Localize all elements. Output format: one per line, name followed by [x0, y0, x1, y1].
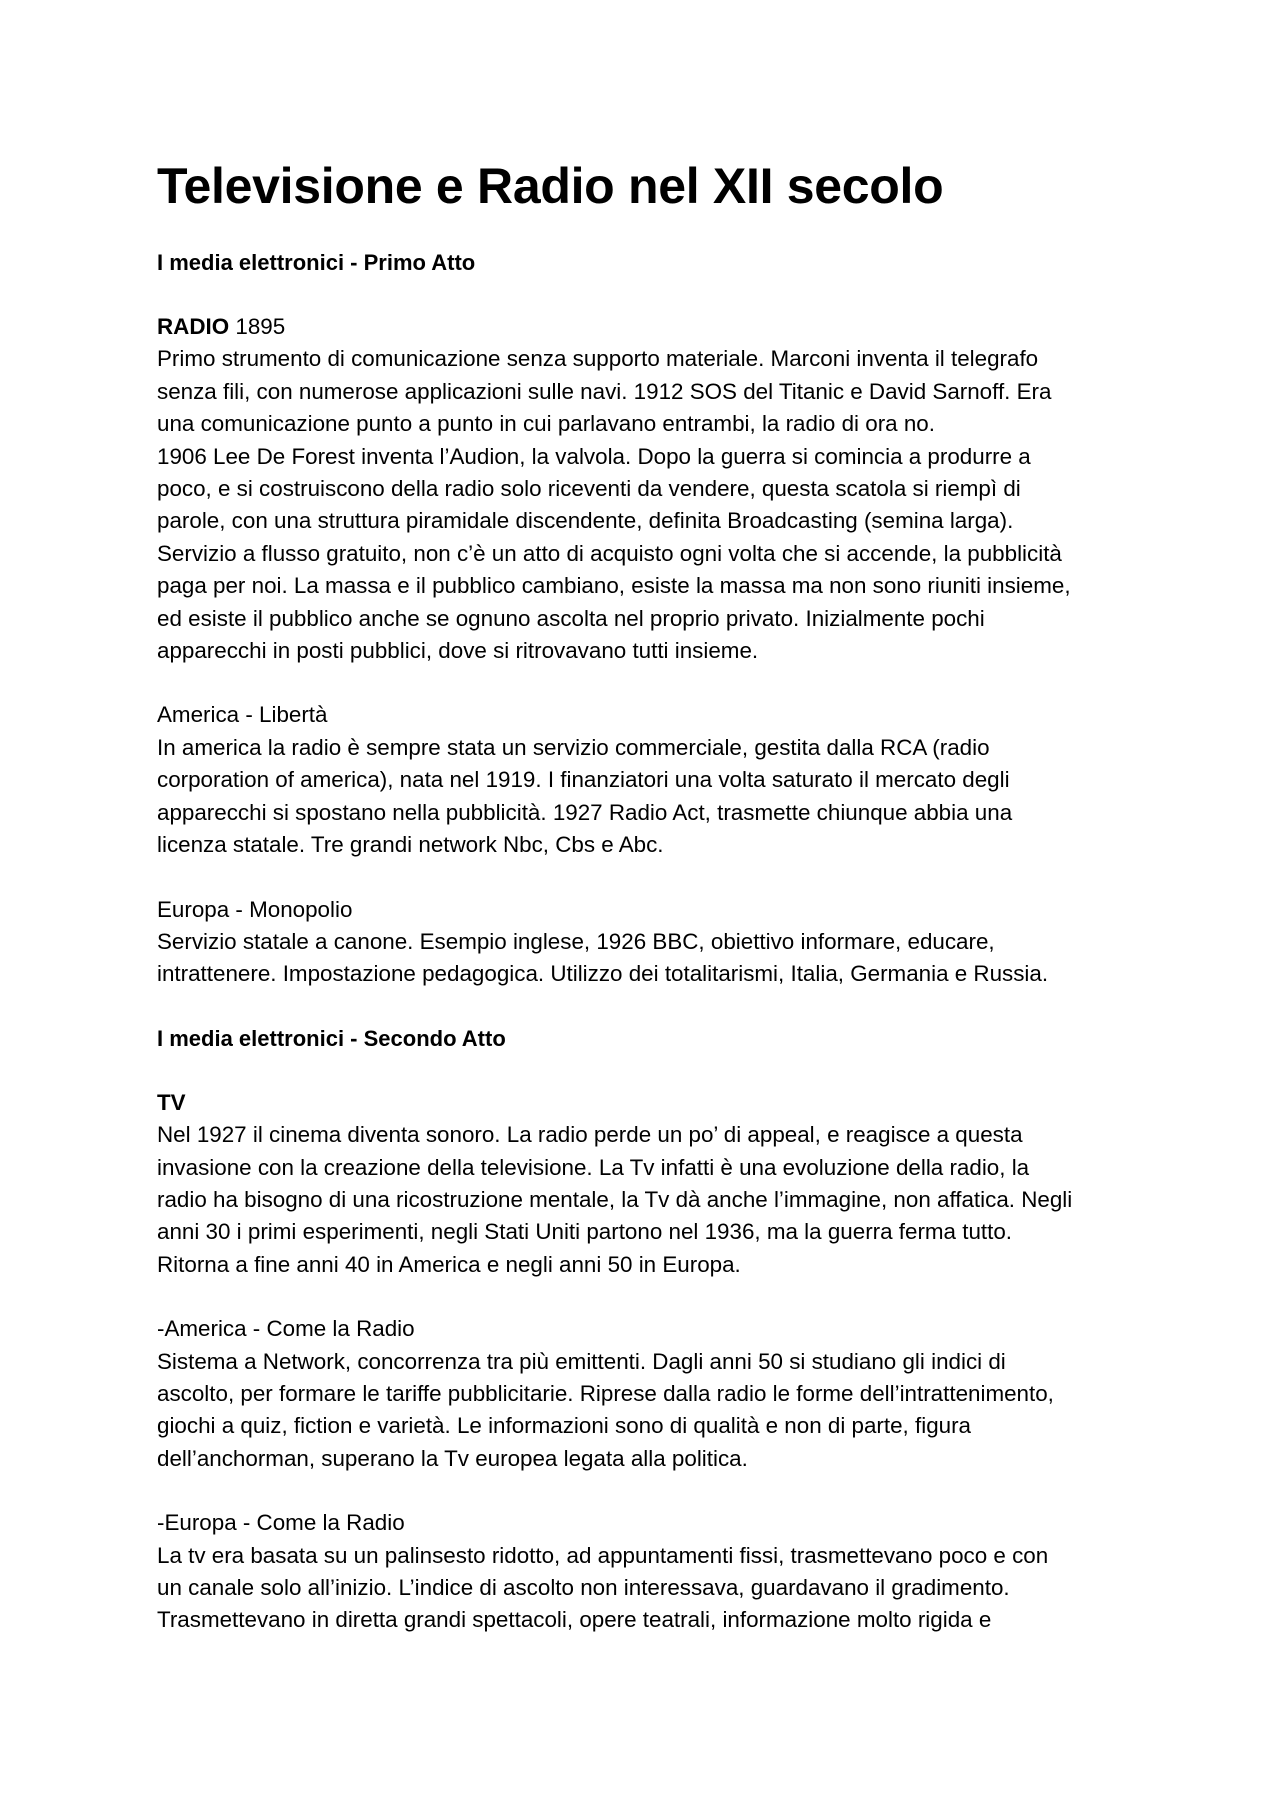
paragraph-line: 1906 Lee De Forest inventa l’Audion, la valvola. Dopo la guerra si comincia a produrre a	[157, 443, 1031, 469]
subsection-heading: -America - Come la Radio	[157, 1316, 415, 1342]
subsection-heading: -Europa - Come la Radio	[157, 1510, 405, 1536]
document-page	[157, 155, 1137, 1669]
paragraph-line: apparecchi si spostano nella pubblicità. 1927 Radio Act, trasmette chiunque abbia una	[157, 799, 1013, 825]
paragraph-line: Trasmettevano in diretta grandi spettacoli, opere teatrali, informazione molto rigida e	[157, 1607, 992, 1633]
section-heading-primo-atto: I media elettronici - Primo Atto	[157, 250, 476, 275]
paragraph-line: una comunicazione punto a punto in cui parlavano entrambi, la radio di ora no.	[157, 411, 935, 437]
paragraph-line: Servizio a flusso gratuito, non c’è un atto di acquisto ogni volta che si accende, la pubblicità	[157, 540, 1062, 566]
paragraph-line: ed esiste il pubblico anche se ognuno ascolta nel proprio privato. Inizialmente pochi	[157, 605, 985, 631]
paragraph-line: poco, e si costruiscono della radio solo riceventi da vendere, questa scatola si riempì di	[157, 476, 1021, 502]
paragraph-line: licenza statale. Tre grandi network Nbc, Cbs e Abc.	[157, 832, 664, 858]
paragraph-line: un canale solo all’inizio. L’indice di ascolto non interessava, guardavano il gradimento.	[157, 1575, 1010, 1600]
subsection-heading: Europa - Monopolio	[157, 896, 353, 922]
paragraph-line: corporation of america), nata nel 1919. I finanziatori una volta saturato il mercato degli	[157, 767, 1010, 793]
section-heading-secondo-atto: I media elettronici - Secondo Atto	[157, 1025, 506, 1051]
paragraph-line: giochi a quiz, fiction e varietà. Le informazioni sono di qualità e non di parte, figura	[157, 1413, 972, 1439]
paragraph-line: dell’anchorman, superano la Tv europea legata alla politica.	[157, 1445, 748, 1471]
radio-year: 1895	[229, 314, 286, 339]
radio-label: RADIO	[157, 314, 230, 339]
paragraph-line: radio ha bisogno di una ricostruzione mentale, la Tv dà anche l’immagine, non affatica. Negli	[157, 1186, 1073, 1212]
radio-heading-line	[157, 311, 1137, 343]
paragraph-line: La tv era basata su un palinsesto ridotto, ad appuntamenti fissi, trasmettevano poco e con	[157, 1542, 1049, 1568]
paragraph-line: Primo strumento di comunicazione senza supporto materiale. Marconi inventa il telegrafo	[157, 346, 1039, 372]
tv-america-block	[157, 1313, 1137, 1475]
tv-block	[157, 1087, 1137, 1281]
europa-monopolio-block	[157, 894, 1137, 991]
tv-europa-block	[157, 1507, 1137, 1637]
paragraph-line: Sistema a Network, concorrenza tra più emittenti. Dagli anni 50 si studiano gli indici di	[157, 1348, 1006, 1374]
paragraph-line: In america la radio è sempre stata un servizio commerciale, gestita dalla RCA (radio	[157, 734, 990, 760]
paragraph-line: paga per noi. La massa e il pubblico cambiano, esiste la massa ma non sono riuniti insieme,	[157, 573, 1071, 599]
paragraph-line: intrattenere. Impostazione pedagogica. Utilizzo dei totalitarismi, Italia, Germania e Russia.	[157, 961, 1049, 987]
paragraph-line: Ritorna a fine anni 40 in America e negli anni 50 in Europa.	[157, 1251, 741, 1277]
radio-block	[157, 311, 1137, 667]
paragraph-line: Servizio statale a canone. Esempio inglese, 1926 BBC, obiettivo informare, educare,	[157, 928, 995, 954]
paragraph-line: senza fili, con numerose applicazioni sulle navi. 1912 SOS del Titanic e David Sarnoff. Era	[157, 378, 1052, 404]
paragraph-line: Nel 1927 il cinema diventa sonoro. La radio perde un po’ di appeal, e reagisce a questa	[157, 1122, 1023, 1148]
paragraph-line: apparecchi in posti pubblici, dove si ritrovavano tutti insieme.	[157, 638, 759, 664]
america-liberta-block	[157, 699, 1137, 861]
paragraph-line: ascolto, per formare le tariffe pubblicitarie. Riprese dalla radio le forme dell’intrattenimento,	[157, 1380, 1054, 1406]
document-title: Televisione e Radio nel XII secolo	[157, 158, 944, 214]
paragraph-line: invasione con la creazione della televisione. La Tv infatti è una evoluzione della radio, la	[157, 1154, 1030, 1180]
paragraph-line: parole, con una struttura piramidale discendente, definita Broadcasting (semina larga).	[157, 508, 1014, 534]
paragraph-line: anni 30 i primi esperimenti, negli Stati Uniti partono nel 1936, ma la guerra ferma tutto.	[157, 1219, 1013, 1245]
subsection-heading: America - Libertà	[157, 702, 328, 728]
tv-label: TV	[157, 1089, 186, 1115]
